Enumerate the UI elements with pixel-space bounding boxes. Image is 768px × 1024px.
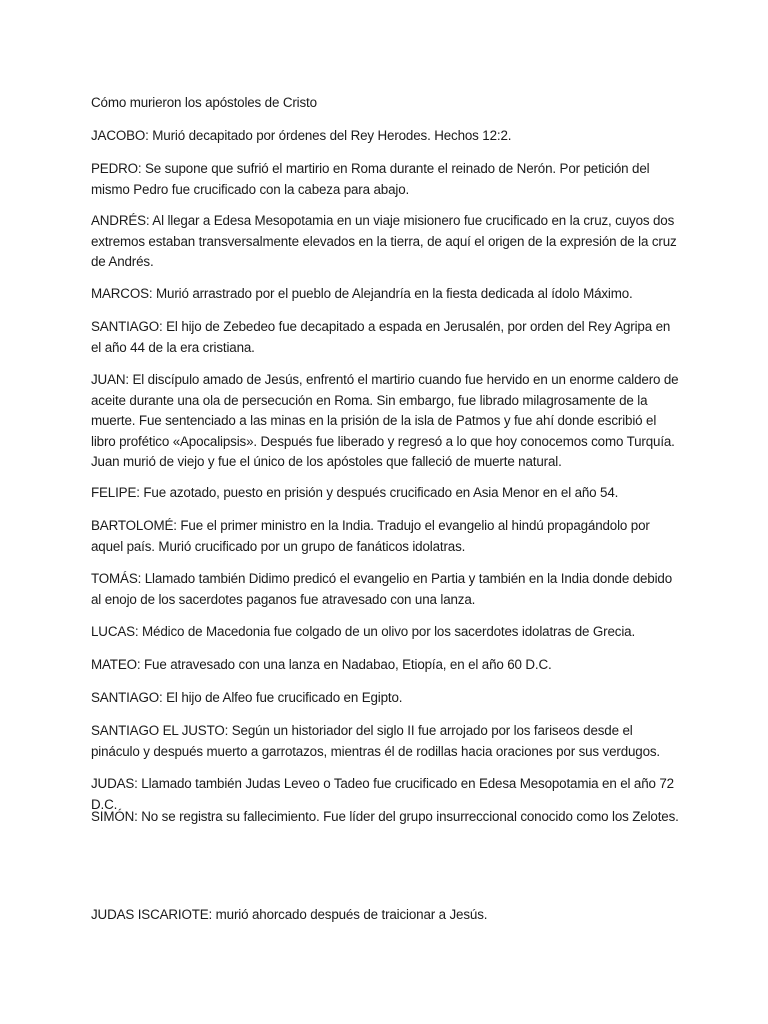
paragraph-judas-tadeo: JUDAS: Llamado también Judas Leveo o Tadeo fue crucificado en Edesa Mesopotamia en el año 72 D.C.	[91, 776, 674, 812]
paragraph-jacobo: JACOBO: Murió decapitado por órdenes del Rey Herodes. Hechos 12:2.	[91, 128, 512, 143]
paragraph-mateo: MATEO: Fue atravesado con una lanza en Nadabao, Etiopía, en el año 60 D.C.	[91, 657, 552, 672]
paragraph-felipe: FELIPE: Fue azotado, puesto en prisión y después crucificado en Asia Menor en el año 54.	[91, 485, 619, 500]
paragraph-juan: JUAN: El discípulo amado de Jesús, enfrentó el martirio cuando fue hervido en un enorme caldero de aceite durante una ola de persecución en Roma. Sin embargo, fue librado milagrosamente de la muerte. Fue sentenciado a las minas en la prisión de la isla de Patmos y fue ahí donde escribió el libro profético «Apocalipsis». Después fue liberado y regresó a lo que hoy conocemos como Turquía. Juan murió de viejo y fue el único de los apóstoles que falleció de muerte natural.	[91, 372, 679, 469]
paragraph-tomas: TOMÁS: Llamado también Didimo predicó el evangelio en Partia y también en la India donde debido al enojo de los sacerdotes paganos fue atravesado con una lanza.	[91, 571, 672, 607]
paragraph-marcos: MARCOS: Murió arrastrado por el pueblo de Alejandría en la fiesta dedicada al ídolo Máximo.	[91, 286, 633, 301]
paragraph-santiago-el-justo: SANTIAGO EL JUSTO: Según un historiador del siglo II fue arrojado por los fariseos desde el pináculo y después muerto a garrotazos, mientras él de rodillas hacia oraciones por sus verdugos.	[91, 723, 661, 759]
document-title: Cómo murieron los apóstoles de Cristo	[91, 95, 317, 110]
paragraph-santiago-zebedeo: SANTIAGO: El hijo de Zebedeo fue decapitado a espada en Jerusalén, por orden del Rey Agripa en el año 44 de la era cristiana.	[91, 319, 671, 355]
paragraph-lucas: LUCAS: Médico de Macedonia fue colgado de un olivo por los sacerdotes idolatras de Grecia.	[91, 624, 636, 639]
paragraph-pedro: PEDRO: Se supone que sufrió el martirio en Roma durante el reinado de Nerón. Por petición del mismo Pedro fue crucificado con la cabeza para abajo.	[91, 161, 650, 197]
paragraph-bartolome: BARTOLOMÉ: Fue el primer ministro en la India. Tradujo el evangelio al hindú propagándolo por aquel país. Murió crucificado por un grupo de fanáticos idolatras.	[91, 518, 650, 554]
paragraph-santiago-alfeo: SANTIAGO: El hijo de Alfeo fue crucificado en Egipto.	[91, 690, 403, 705]
paragraph-simon: SIMÓN: No se registra su fallecimiento. Fue líder del grupo insurreccional conocido como los Zelotes.	[91, 809, 679, 824]
paragraph-judas-iscariote: JUDAS ISCARIOTE: murió ahorcado después de traicionar a Jesús.	[91, 907, 488, 922]
paragraph-andres: ANDRÉS: Al llegar a Edesa Mesopotamia en un viaje misionero fue crucificado en la cruz, cuyos dos extremos estaban transversalmente elevados en la tierra, de aquí el origen de la expresión de la cruz de Andrés.	[91, 213, 677, 269]
